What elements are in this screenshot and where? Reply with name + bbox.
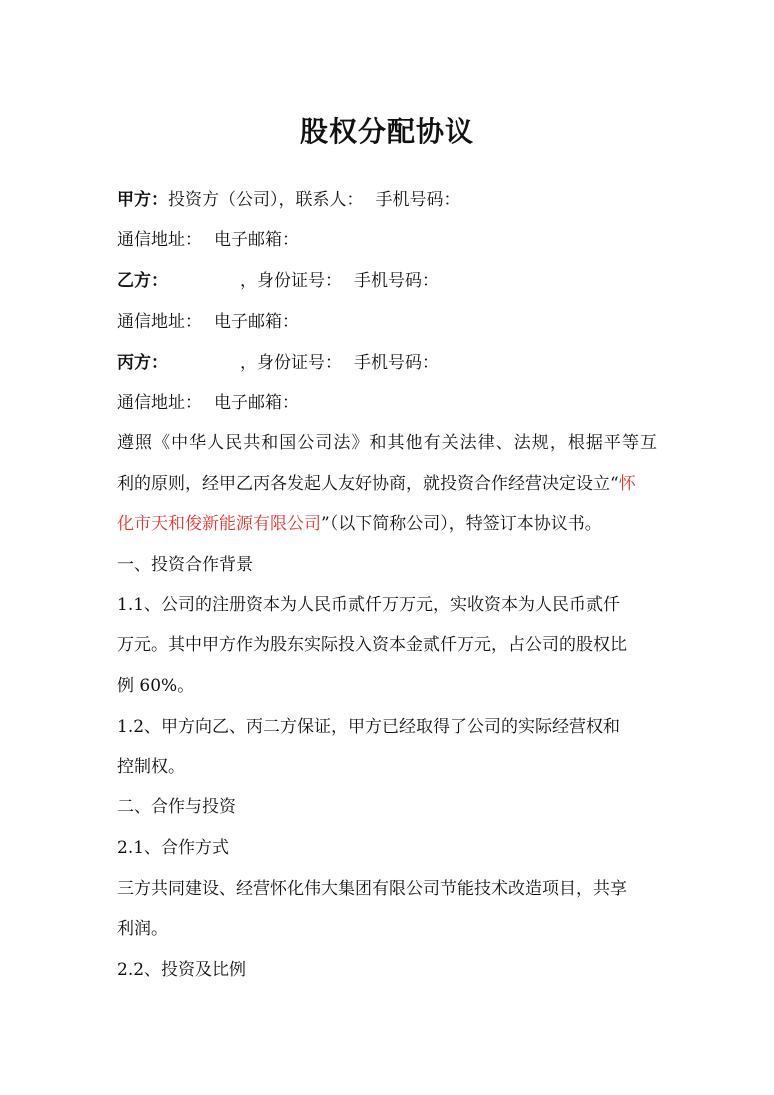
section-1-2-line-1 [117, 715, 620, 739]
section-1-1-text-2: 万元。其中甲方作为股东实际投入资本金贰仟万元，占公司的股权比 [117, 635, 627, 655]
intro-line-1 [117, 431, 657, 455]
section-1-2-line-2 [117, 755, 185, 779]
party-c-email-label: 电子邮箱： [214, 393, 299, 413]
party-c-id: ，身份证号： [240, 353, 342, 373]
party-b-phone: 手机号码： [354, 271, 439, 291]
party-c-line [117, 351, 439, 375]
party-c-phone: 手机号码： [354, 353, 439, 373]
section-1-1-line-1 [117, 593, 620, 617]
intro-line-2 [117, 472, 636, 496]
party-b-email-label: 电子邮箱： [214, 312, 299, 332]
party-a-address-line [117, 228, 299, 252]
intro-text-1: 遵照《中华人民共和国公司法》和其他有关法律、法规，根据平等互 [117, 433, 657, 453]
party-a-label: 甲方： [117, 190, 168, 210]
intro-line-3 [117, 512, 602, 536]
party-a-line [117, 188, 461, 212]
party-a-phone: 手机号码： [375, 190, 461, 210]
intro-text-2: 利的原则，经甲乙丙各发起人友好协商，就投资合作经营决定设立“ [117, 474, 619, 494]
company-name: 化市天和俊新能源有限公司 [117, 514, 321, 534]
party-c-label: 丙方： [117, 353, 168, 373]
section-2-1-text-2: 利润。 [117, 919, 168, 939]
section-2-heading: 二、合作与投资 [117, 797, 236, 817]
intro-text-3: ”（以下简称公司），特签订本协议书。 [321, 514, 602, 534]
party-b-address-label: 通信地址： [117, 312, 202, 332]
company-name-start: 怀 [618, 474, 636, 494]
party-b-id: ，身份证号： [240, 271, 342, 291]
party-a-text: 投资方（公司），联系人： [168, 190, 364, 210]
section-1-1-text-3: 例 60%。 [117, 676, 195, 696]
section-2-1-line-2 [117, 917, 168, 941]
document-title: 股权分配协议 [299, 115, 474, 148]
section-2-1-heading: 2.1、合作方式 [117, 838, 230, 858]
party-b-line [117, 269, 439, 293]
section-1-2-text-1: 1.2、甲方向乙、丙二方保证，甲方已经取得了公司的实际经营权和 [117, 717, 621, 737]
section-1-heading: 一、投资合作背景 [117, 555, 253, 575]
section-2-2-heading: 2.2、投资及比例 [117, 960, 247, 980]
party-c-address-label: 通信地址： [117, 393, 202, 413]
party-a-address-label: 通信地址： [117, 230, 202, 250]
party-b-label: 乙方： [117, 271, 168, 291]
section-1-1-line-2 [117, 633, 627, 657]
section-1-2-text-2: 控制权。 [117, 757, 185, 777]
section-1-1-text-1: 1.1、公司的注册资本为人民币贰仟万万元，实收资本为人民币贰仟 [117, 595, 621, 615]
party-b-address-line [117, 310, 299, 334]
section-2-1-line-1 [117, 877, 627, 901]
party-c-address-line [117, 391, 299, 415]
section-2-1-text-1: 三方共同建设、经营怀化伟大集团有限公司节能技术改造项目，共享 [117, 879, 627, 899]
party-a-email-label: 电子邮箱： [214, 230, 299, 250]
section-1-1-line-3 [117, 674, 194, 698]
